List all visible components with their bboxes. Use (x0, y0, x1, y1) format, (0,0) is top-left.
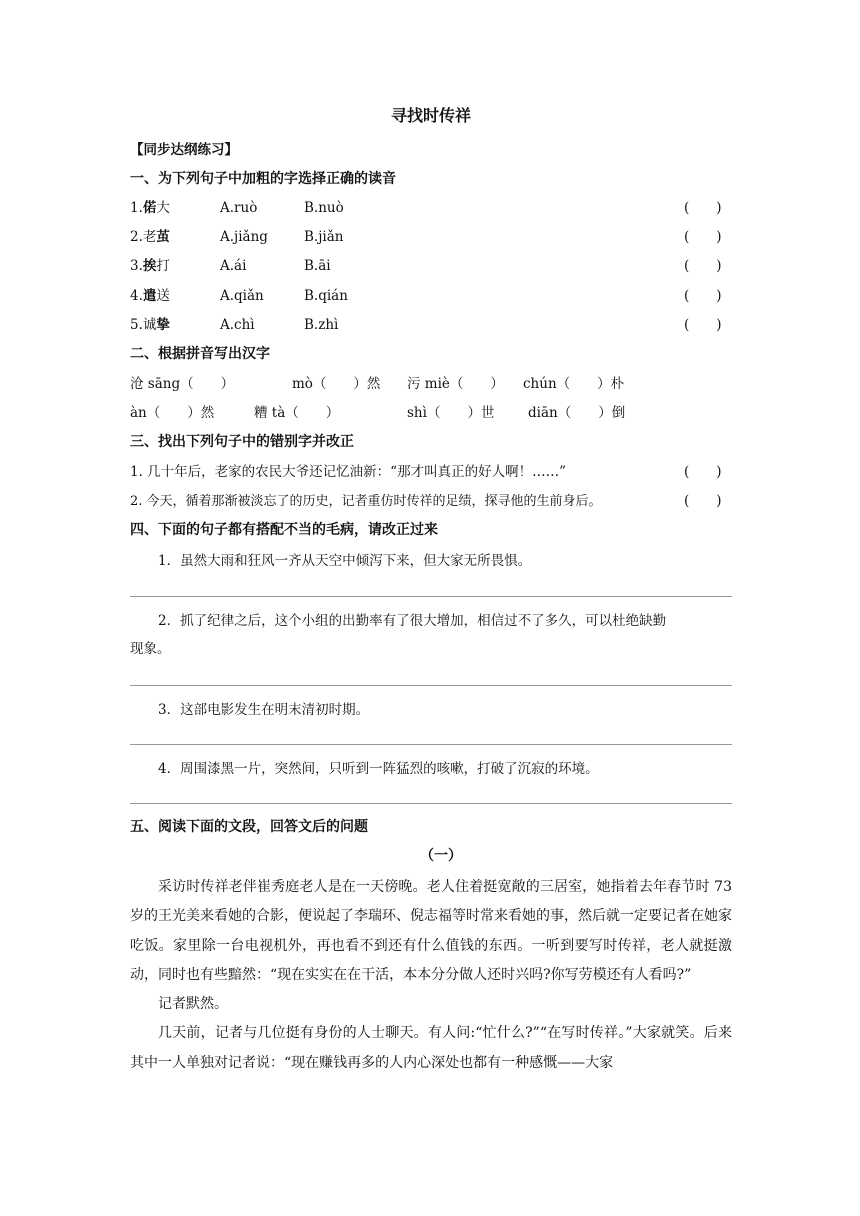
q4-item-4: 4．周围漆黑一片，突然间，只听到一阵猛烈的咳嗽，打破了沉寂的环境。 (158, 761, 599, 777)
q1-item-1 (130, 198, 732, 218)
q1-item-2 (130, 227, 732, 247)
q4-item-3: 3．这部电影发生在明末清初时期。 (158, 702, 370, 718)
q3-heading: 三、找出下列句子中的错别字并改正 (130, 434, 354, 450)
pinyin-item: chún（ ）朴 (523, 376, 625, 392)
option-b: B.āi (304, 258, 331, 274)
item-text: 诚 (142, 317, 157, 333)
answer-blank[interactable]: ( ) (684, 200, 722, 216)
pinyin-item: àn（ ）然 (130, 405, 215, 421)
bold-char: 茧 (156, 229, 170, 245)
q1-heading: 一、为下列句子中加粗的字选择正确的读音 (130, 171, 396, 187)
q1-item-3 (130, 256, 732, 276)
option-b: B.jiǎn (304, 229, 344, 245)
section-label: 【同步达纲练习】 (130, 142, 238, 158)
q5-subheading: （一） (420, 848, 462, 864)
page-title: 寻找时传祥 (390, 106, 471, 125)
pinyin-item: mò（ ）然 (292, 376, 381, 392)
q4-item-1: 1．虽然大雨和狂风一齐从天空中倾泻下来，但大家无所畏惧。 (158, 553, 532, 569)
answer-blank[interactable]: ( ) (684, 229, 722, 245)
pinyin-item: 污 miè（ ） (407, 376, 504, 392)
item-text: 老 (142, 229, 157, 245)
answer-blank[interactable]: ( ) (684, 258, 722, 274)
option-a: A.chì (220, 317, 255, 333)
item-number: 5. (130, 317, 143, 333)
q1-item-5 (130, 315, 732, 335)
passage-paragraph-2: 记者默然。 (158, 996, 228, 1013)
pinyin-item: shì（ ）世 (407, 405, 495, 421)
bold-char: 挚 (156, 317, 170, 333)
item-number: 1. (130, 200, 143, 216)
q5-heading: 五、阅读下面的文段，回答文后的问题 (130, 819, 368, 835)
answer-line[interactable] (130, 803, 732, 804)
option-b: B.nuò (304, 200, 344, 216)
item-number: 4. (130, 288, 143, 304)
answer-line[interactable] (130, 685, 732, 686)
option-a: A.ái (220, 258, 247, 274)
bold-char: 遣 (142, 288, 157, 304)
answer-blank[interactable]: ( ) (684, 464, 722, 480)
answer-blank[interactable]: ( ) (684, 288, 722, 304)
passage-paragraph-1: 采访时传祥老伴崔秀庭老人是在一天傍晚。老人住着挺宽敞的三居室，她指着去年春节时 73 岁的王光美来看她的合影，便说起了李瑞环、倪志福等时常来看她的事，然后就一定要记者在她家吃饭。家里除一台电视机外，再也看不到还有什么值钱的东西。一听到要写时传祥，老人就挺激动，同时也有些黯然：“现在实实在在干活，本本分分做人还时兴吗?你写劳模还有人看吗?” (130, 879, 732, 983)
option-a: A.ruò (220, 200, 258, 216)
pinyin-item: diān（ ）倒 (528, 405, 626, 421)
item-text: 打 (156, 258, 170, 274)
option-b: B.zhì (304, 317, 339, 333)
reading-passage (130, 873, 732, 1078)
item-text: 2. 今天，循着那渐被淡忘了的历史，记者重仿时传祥的足绩，探寻他的生前身后。 (130, 494, 602, 509)
option-a: A.qiǎn (220, 288, 264, 304)
option-a: A.jiǎng (220, 229, 268, 245)
bold-char: 偌 (142, 200, 157, 216)
q4-item-2-cont: 现象。 (130, 641, 171, 657)
item-text: 1. 几十年后，老家的农民大爷还记忆油新：“那才叫真正的好人啊！……” (130, 464, 566, 480)
q3-item-2 (130, 491, 732, 512)
answer-line[interactable] (130, 744, 732, 745)
passage-paragraph-3: 几天前，记者与几位挺有身份的人士聊天。有人问:“忙什么?”“在写时传祥。”大家就笑。后来其中一人单独对记者说：“现在赚钱再多的人内心深处也都有一种感慨——大家 (130, 1025, 732, 1071)
answer-blank[interactable]: ( ) (684, 317, 722, 333)
option-b: B.qián (304, 288, 348, 304)
item-number: 2. (130, 229, 143, 245)
q4-heading: 四、下面的句子都有搭配不当的毛病，请改正过来 (130, 522, 438, 538)
pinyin-item: 沧 sāng（ ） (130, 376, 235, 392)
item-text: 送 (156, 288, 170, 304)
item-number: 3. (130, 258, 143, 274)
answer-line[interactable] (130, 596, 732, 597)
q4-item-2: 2．抓了纪律之后，这个小组的出勤率有了很大增加，相信过不了多久，可以杜绝缺勤 (158, 613, 667, 629)
pinyin-item: 糟 tà（ ） (254, 405, 340, 421)
answer-blank[interactable]: ( ) (684, 493, 722, 509)
q1-item-4 (130, 286, 732, 306)
bold-char: 挨 (142, 258, 157, 274)
q3-item-1 (130, 462, 732, 482)
item-text: 大 (156, 200, 170, 216)
q2-heading: 二、根据拼音写出汉字 (130, 346, 270, 362)
